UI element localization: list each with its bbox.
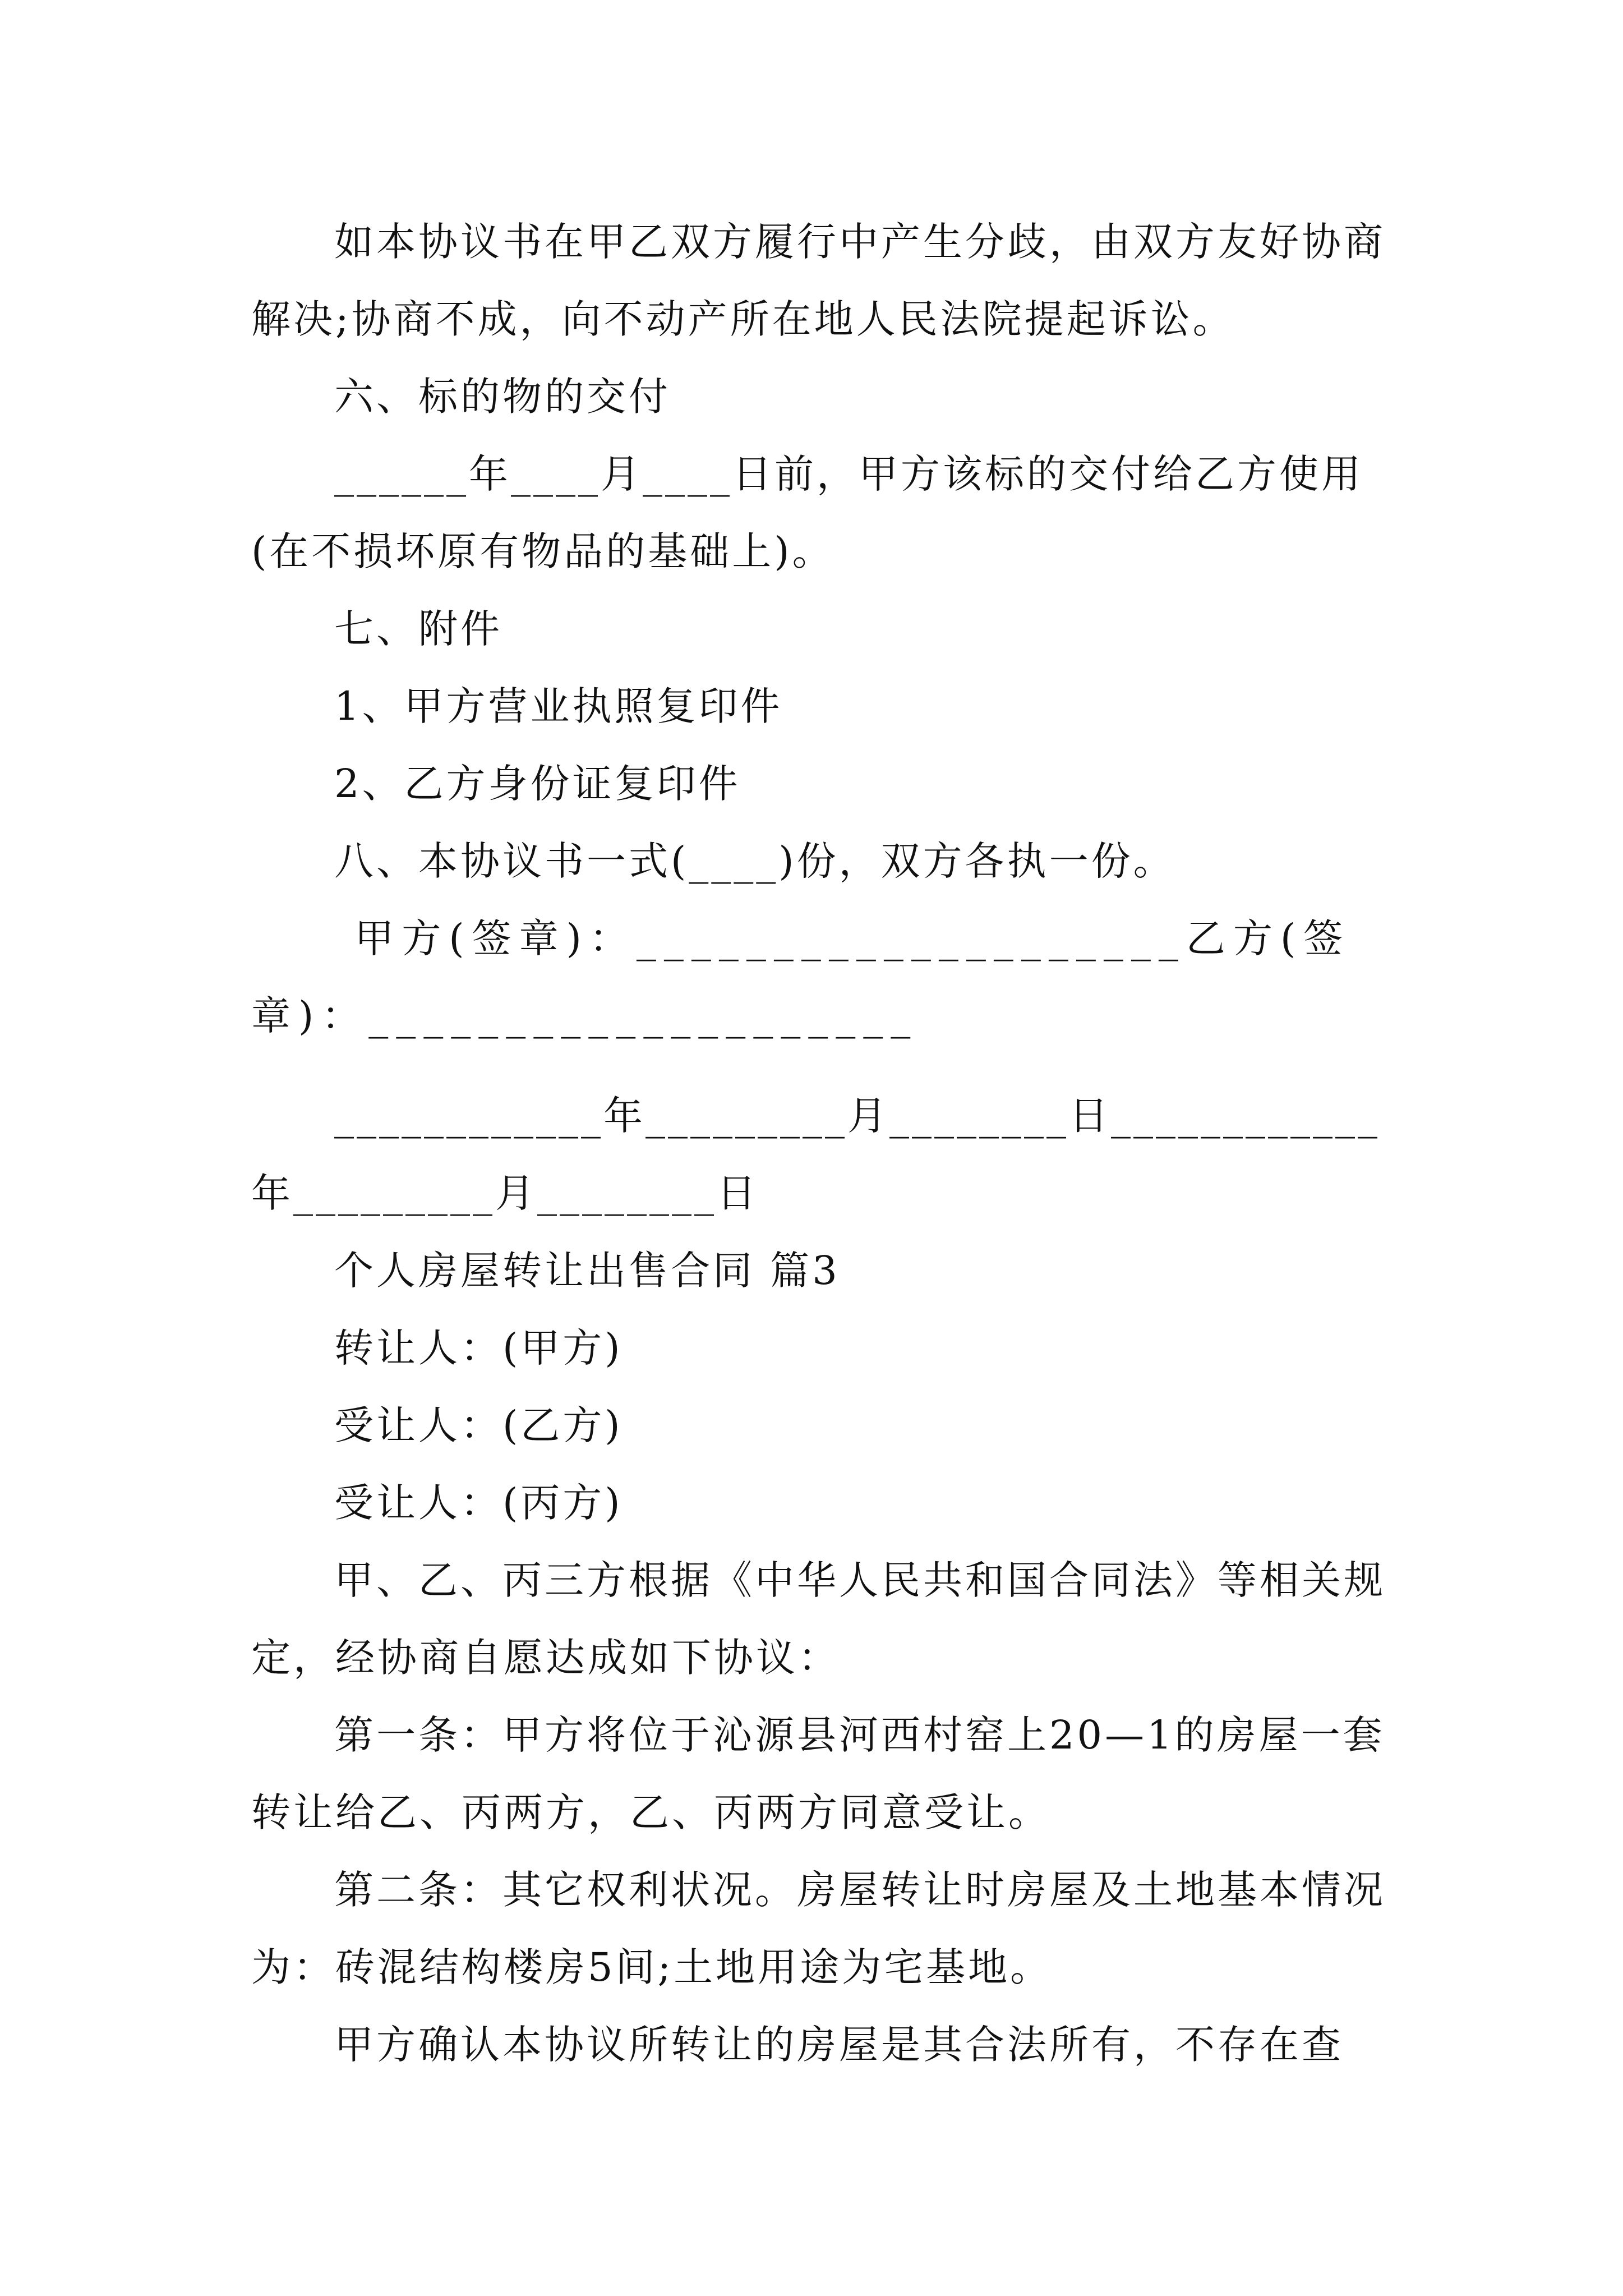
article-2: 第二条：其它权利状况。房屋转让时房屋及土地基本情况为：砖混结构楼房5间;土地用途为宅基地。	[251, 1867, 1386, 1990]
article-1: 第一条：甲方将位于沁源县河西村窑上20—1的房屋一套转让给乙、丙两方，乙、丙两方同意受让。	[251, 1712, 1385, 1835]
paragraph-preamble: 甲、乙、丙三方根据《中华人民共和国合同法》等相关规定，经协商自愿达成如下协议：	[251, 1557, 1386, 1681]
attachment-item-1: 1、甲方营业执照复印件	[334, 683, 783, 729]
contract-3-title: 个人房屋转让出售合同 篇3	[334, 1248, 840, 1294]
party-transferor: 转让人：(甲方)	[334, 1325, 623, 1371]
section-6-heading: 六、标的物的交付	[334, 374, 671, 420]
paragraph-dispute-resolution: 如本协议书在甲乙双方履行中产生分歧，由双方友好协商解决;协商不成，向不动产所在地人民法院提起诉讼。	[251, 219, 1386, 342]
document-body	[251, 203, 1390, 2083]
signature-dates: ____________年_________月________日____________年_________月________日	[251, 1093, 1380, 1216]
section-7-heading: 七、附件	[334, 606, 502, 652]
signature-line: 甲方(签章)：____________________乙方(签章)：____________________	[251, 915, 1351, 1039]
attachment-item-2: 2、乙方身份证复印件	[334, 761, 741, 807]
party-transferee-c: 受让人：(丙方)	[334, 1480, 623, 1526]
party-transferee-b: 受让人：(乙方)	[334, 1402, 623, 1448]
paragraph-confirmation: 甲方确认本协议所转让的房屋是其合法所有，不存在查	[334, 2022, 1344, 2068]
section-8-copies: 八、本协议书一式(____)份，双方各执一份。	[334, 838, 1175, 884]
paragraph-delivery: ______年____月____日前，甲方该标的交付给乙方使用(在不损坏原有物品的基础上)。	[251, 451, 1363, 574]
spacer	[251, 1055, 1390, 1077]
